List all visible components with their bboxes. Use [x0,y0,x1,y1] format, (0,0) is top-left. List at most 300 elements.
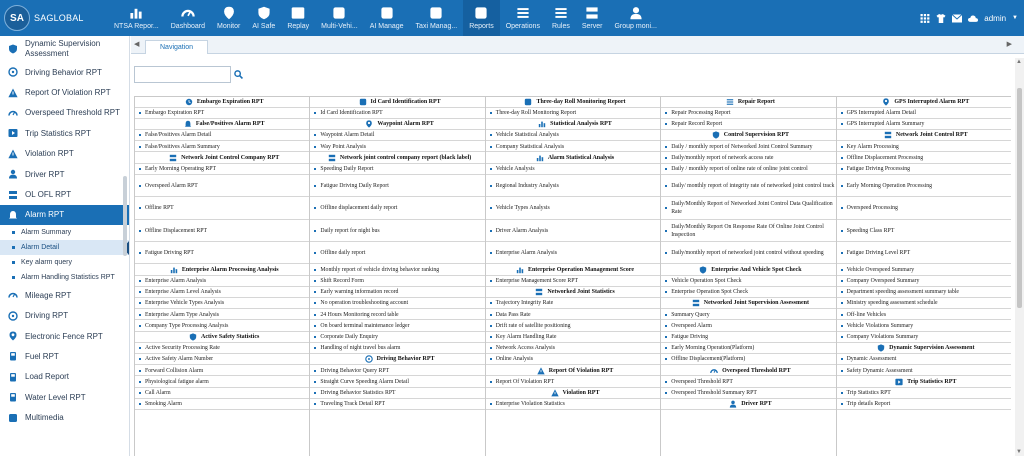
tab-scroll-left-icon[interactable]: ◀ [134,41,140,48]
report-link[interactable] [135,131,309,142]
network-icon [535,288,543,296]
report-link[interactable] [310,366,484,377]
report-link-label: Offline Displacement Processing [846,154,924,161]
bullet [841,252,843,254]
report-link[interactable] [310,332,484,343]
bullet [665,168,667,170]
report-link-label: Trip Statistics RPT [846,389,891,396]
sidebar-item-load-report[interactable] [0,367,129,387]
report-link-label: Vehicle Types Analysis [495,205,550,212]
report-link-label: Company Violations Summary [846,333,919,340]
nav-item-shield[interactable] [246,0,281,36]
report-link[interactable] [310,321,484,332]
report-link[interactable] [135,343,309,354]
report-category-header [661,399,835,410]
bullet [490,403,492,405]
bullet [139,230,141,232]
report-link[interactable] [837,355,1011,366]
header-label: Network Joint Control RPT [895,132,968,139]
nav-item-ai[interactable] [364,0,410,36]
report-link[interactable] [135,299,309,310]
bullet [665,392,667,394]
report-link-label: Daily report for night bus [320,227,380,234]
report-link-label: Offline daily report [320,249,366,256]
report-category-header [486,153,660,164]
report-link[interactable] [486,399,660,410]
report-link-label: Handling of night travel bus alarm [320,345,401,352]
steering-icon [8,67,18,77]
sidebar-subitem-alarm-detail[interactable] [0,240,129,255]
report-link-label: Overspeed Threshold Summary RPT [671,389,757,396]
report-link[interactable] [310,131,484,142]
bullet [490,381,492,383]
report-link-label: No operation troubleshooting account [320,300,409,307]
sidebar-item-report-of-violation-rpt[interactable] [0,82,129,102]
report-link-label: Early warning information record [320,289,399,296]
report-link[interactable] [661,175,835,197]
sidebar-item-dynamic-supervision-assessment[interactable] [0,36,129,62]
nav-item-report[interactable] [463,0,500,36]
bullet [665,123,667,125]
header-label: GPS Interrupted Alarm RPT [894,98,970,105]
nav-item-label: AI Safe [252,23,276,30]
report-link[interactable] [837,399,1011,410]
report-category-header [310,355,484,366]
report-link[interactable] [310,287,484,298]
sidebar-subitem-key-alarm-query[interactable] [0,255,129,270]
report-link-label: Report Of Violation RPT [495,378,555,385]
report-link[interactable] [661,310,835,321]
report-link-label: Enterprise Vehicle Types Analysis [145,300,225,307]
report-link[interactable] [310,377,484,388]
report-link-label: Offline Displacement(Platform) [671,356,746,363]
nav-item-play[interactable] [281,0,315,36]
report-link[interactable] [661,332,835,343]
report-link-label: Offline Displacement RPT [145,227,208,234]
report-link[interactable] [837,332,1011,343]
report-link-label: Safety Dynamic Assessment [846,367,913,374]
bullet [139,381,141,383]
sidebar-item-mileage-rpt[interactable] [0,285,129,305]
mileage-icon [8,290,18,300]
report-link-label: Regional Industry Analysis [495,182,559,189]
report-category-header [661,299,835,310]
report-link[interactable] [486,142,660,153]
report-link[interactable] [837,388,1011,399]
sidebar-item-driving-rpt[interactable] [0,306,129,326]
top-navigation-bar [0,0,1024,36]
report-link-label: Overspeed Alarm [671,322,712,329]
report-link[interactable] [661,108,835,119]
header-label: Driving Behavior RPT [376,356,435,363]
report-category-header [135,265,309,276]
report-link[interactable] [837,287,1011,298]
bullet [139,302,141,304]
bullet [12,261,15,264]
bullet [841,403,843,405]
taxi-icon [429,6,443,20]
bullet [665,381,667,383]
report-link[interactable] [135,366,309,377]
sidebar-item-trip-statistics-rpt[interactable] [0,123,129,143]
nav-item-rules[interactable] [546,0,576,36]
sidebar-item-driving-behavior-rpt[interactable] [0,62,129,82]
nav-item-label: Multi-Vehi... [321,23,358,30]
header-label: Waypoint Alarm RPT [377,121,434,128]
report-category-header [837,131,1011,142]
bullet [314,207,316,209]
nav-item-multi-vehicle[interactable] [315,0,364,36]
report-link[interactable] [310,299,484,310]
bullet [490,358,492,360]
report-category-header [661,97,835,108]
report-link-label: Enterprise Alarm Analysis [495,249,557,256]
sidebar-item-fuel-rpt[interactable] [0,346,129,366]
nav-item-label: Replay [287,23,310,30]
nav-item-server[interactable] [576,0,609,36]
report-link[interactable] [135,355,309,366]
brand-name: SAGLOBAL [34,13,84,23]
report-link[interactable] [661,119,835,130]
report-link[interactable] [135,310,309,321]
report-link-label: Department speeding assessment summary table [846,289,959,296]
check-alarm-icon [184,120,192,128]
report-link[interactable] [310,310,484,321]
bullet [490,185,492,187]
report-link[interactable] [837,175,1011,197]
report-link[interactable] [135,399,309,410]
report-link-label: Vehicle Overspeed Summary [846,266,915,273]
report-link-label: Enterprise Violation Statistics [495,401,565,408]
nav-item-label: Monitor [217,23,241,30]
report-column [837,97,1011,456]
report-link[interactable] [837,108,1011,119]
report-link-label: Company Type Processing Analysis [145,322,229,329]
report-link[interactable] [486,276,660,287]
header-label: Networked Joint Supervision Assessment [703,300,809,307]
bullet [665,146,667,148]
load-icon [8,372,18,382]
cloud-icon[interactable] [968,14,978,23]
report-link[interactable] [661,220,835,242]
report-link-label: Straight Curve Speeding Alarm Detail [320,378,409,385]
sidebar-item-label: Water Level RPT [25,392,86,402]
report-link[interactable] [837,142,1011,153]
report-link[interactable] [310,164,484,175]
warning-icon [551,389,559,397]
statistics-icon [538,120,546,128]
report-link[interactable] [837,265,1011,276]
report-link[interactable] [486,377,660,388]
gps-icon [882,98,890,106]
nav-item-operations[interactable] [500,0,546,36]
report-link-label: Daily/monthly report of network access rate [671,154,774,161]
report-link[interactable] [135,377,309,388]
bullet [665,291,667,293]
main-content [131,36,1024,456]
report-link[interactable] [486,175,660,197]
sidebar-item-label: Driver RPT [25,169,65,179]
sidebar-item-driver-rpt[interactable] [0,164,129,184]
report-link[interactable] [135,220,309,242]
nav-item-bar-chart[interactable] [108,0,165,36]
report-link[interactable] [661,388,835,399]
report-link-label: Overspeed Alarm RPT [145,182,198,189]
report-link-label: Dynamic Assessment [846,356,897,363]
nav-item-dashboard[interactable] [165,0,211,36]
report-link[interactable] [135,175,309,197]
report-link[interactable] [486,343,660,354]
bullet [490,207,492,209]
report-link[interactable] [486,299,660,310]
report-link[interactable] [486,108,660,119]
report-link[interactable] [135,388,309,399]
report-link-label: Driving Behavior Query RPT [320,367,390,374]
report-category-header [661,265,835,276]
sidebar-subitem-label: Key alarm query [21,259,72,267]
header-label: Embargo Expiration RPT [196,98,264,105]
report-link[interactable] [310,108,484,119]
report-link[interactable] [135,243,309,265]
report-link[interactable] [310,276,484,287]
report-link-label: Daily/Monthly Report On Response Rate Of Online Joint Control Inspection [671,223,824,238]
report-column [486,97,661,456]
sidebar-item-label: Driving Behavior RPT [25,67,102,77]
report-link[interactable] [486,131,660,142]
report-link-label: Key Alarm Handling Rate [495,333,557,340]
report-navigation-grid [134,96,1011,456]
report-link[interactable] [310,198,484,220]
bullet [841,123,843,125]
tab-navigation[interactable]: Navigation [145,40,208,54]
report-link[interactable] [837,366,1011,377]
bullet [490,252,492,254]
report-category-header [310,97,484,108]
sidebar-item-alarm-rpt[interactable] [0,205,129,225]
nav-item-label: NTSA Repor... [114,23,159,30]
bullet [490,146,492,148]
mail-icon[interactable] [952,14,962,23]
report-link[interactable] [486,243,660,265]
report-link[interactable] [661,377,835,388]
report-link[interactable] [837,119,1011,130]
report-category-header [486,366,660,377]
report-link[interactable] [310,265,484,276]
bullet [314,291,316,293]
nav-item-label: Rules [551,23,570,30]
bullet [665,314,667,316]
brand[interactable] [0,0,108,36]
bullet [841,185,843,187]
bar-chart-icon [129,6,143,20]
bullet [314,252,316,254]
bullet [314,403,316,405]
nav-item-label: Operations [505,23,540,30]
report-link[interactable] [661,343,835,354]
report-link-label: Forward Collision Alarm [145,367,204,374]
apps-grid-icon[interactable] [920,14,930,23]
sidebar-item-water-level-rpt[interactable] [0,387,129,407]
location-pin-icon [222,6,236,20]
nav-item-label: Server [581,23,603,30]
header-label: Active Safety Statistics [201,333,260,340]
report-link-label: Drift rate of satellite positioning [495,322,571,329]
user-dropdown-icon[interactable]: ▼ [1012,15,1018,21]
nav-item-label: Taxi Manag... [415,23,458,30]
bullet [841,280,843,282]
report-link-label: Key Alarm Processing [846,143,899,150]
report-link[interactable] [310,175,484,197]
supervision-icon [877,344,885,352]
header-label: Report Of Violation RPT [548,367,614,374]
report-link-label: Smoking Alarm [145,401,182,408]
shirt-icon[interactable] [936,14,946,23]
report-link[interactable] [310,343,484,354]
report-link[interactable] [837,299,1011,310]
report-link[interactable] [661,355,835,366]
report-link[interactable] [135,142,309,153]
report-link[interactable] [310,388,484,399]
report-link[interactable] [310,399,484,410]
report-link[interactable] [310,142,484,153]
report-link-label: Driving Behavior Statistics RPT [320,389,396,396]
report-link[interactable] [661,142,835,153]
bullet [490,336,492,338]
report-link-label: Offline displacement daily report [320,205,398,212]
bullet [139,134,141,136]
sidebar-item-multimedia[interactable] [0,407,129,427]
report-link[interactable] [837,164,1011,175]
search-bar [134,66,246,83]
report-link-label: Daily / monthly report of online rate of online joint control [671,165,808,172]
report-category-header [837,377,1011,388]
bullet [314,112,316,114]
sidebar-item-violation-rpt[interactable] [0,144,129,164]
report-link-label: GPS Interrupted Alarm Detail [846,109,916,116]
multi-vehicle-icon [332,6,346,20]
report-category-header [661,131,835,142]
bullet [665,336,667,338]
report-link-label: Repair Processing Report [671,109,731,116]
nav-item-location-pin[interactable] [211,0,246,36]
search-button[interactable] [231,66,246,83]
sidebar-subitem-alarm-summary[interactable] [0,225,129,240]
report-link[interactable] [486,321,660,332]
group-monitor-icon [629,6,643,20]
bullet [139,314,141,316]
report-category-header [486,97,660,108]
report-link-label: Vehicle Analysis [495,165,535,172]
report-link[interactable] [486,220,660,242]
bullet [139,168,141,170]
report-link[interactable] [135,198,309,220]
report-link-label: Physiological fatigue alarm [145,378,209,385]
report-link[interactable] [135,321,309,332]
report-link[interactable] [837,153,1011,164]
search-input[interactable] [134,66,231,83]
report-link-label: Early Morning Operating RPT [145,165,217,172]
report-link[interactable] [135,276,309,287]
bullet [490,134,492,136]
nav-item-taxi[interactable] [410,0,464,36]
report-category-header [486,388,660,399]
report-link[interactable] [486,332,660,343]
report-link[interactable] [661,287,835,298]
report-link[interactable] [486,355,660,366]
report-link-label: Shift Record Form [320,277,364,284]
main-scrollbar[interactable]: ▲ ▼ [1015,58,1024,456]
bullet [139,280,141,282]
report-link-label: Waypoint Alarm Detail [320,132,375,139]
report-link[interactable] [486,310,660,321]
report-category-header [135,119,309,130]
header-label: Statistical Analysis RPT [550,121,612,128]
sidebar-item-overspeed-threshold-rpt[interactable] [0,103,129,123]
ai-icon [380,6,394,20]
bullet [490,230,492,232]
speedometer-icon [710,367,718,375]
user-name[interactable]: admin [984,13,1007,23]
tab-scroll-right-icon[interactable]: ▶ [1006,41,1012,48]
report-link[interactable] [135,164,309,175]
report-link-label: Daily/ monthly report of integrity rate of networked joint control track [671,182,835,189]
report-link[interactable] [837,321,1011,332]
report-link[interactable] [837,198,1011,220]
shield-icon [257,6,271,20]
report-link[interactable] [661,153,835,164]
bullet [841,146,843,148]
sidebar-item-ol-ofl-rpt[interactable] [0,184,129,204]
report-link[interactable] [310,243,484,265]
sidebar-item-label: Violation RPT [25,149,74,159]
report-link-label: Fatigue Driving Level RPT [846,249,911,256]
sidebar-scrollbar[interactable] [123,176,127,256]
sidebar-item-label: Trip Statistics RPT [25,128,91,138]
report-link[interactable] [135,287,309,298]
nav-item-group-monitor[interactable] [608,0,662,36]
report-link-label: Three-day Roll Monitoring Report [495,109,577,116]
report-link[interactable] [837,310,1011,321]
report-link-label: Traveling Track Detail RPT [320,401,386,408]
report-link[interactable] [661,321,835,332]
header-label: Alarm Statistical Analysis [547,154,615,161]
report-link[interactable] [310,220,484,242]
report-link-label: Id Card Identification RPT [320,109,383,116]
header-label: Violation RPT [562,389,600,396]
sidebar-item-electronic-fence-rpt[interactable] [0,326,129,346]
report-link[interactable] [837,220,1011,242]
report-link-label: Network Access Analysis [495,345,556,352]
report-link[interactable] [661,276,835,287]
violation-icon [537,367,545,375]
fence-icon [8,331,18,341]
sidebar-item-label: Load Report [25,372,70,382]
report-link[interactable] [661,243,835,265]
bullet [314,381,316,383]
report-link[interactable] [661,198,835,220]
sidebar-subitem-alarm-handling-statistics-rpt[interactable] [0,270,129,285]
bullet [314,302,316,304]
report-link-label: Data Pass Rate [495,311,531,318]
report-link[interactable] [486,198,660,220]
report-link[interactable] [135,108,309,119]
report-column [135,97,310,456]
report-link[interactable] [837,243,1011,265]
report-link[interactable] [661,164,835,175]
report-link[interactable] [486,164,660,175]
report-link[interactable] [837,276,1011,287]
bullet [841,207,843,209]
